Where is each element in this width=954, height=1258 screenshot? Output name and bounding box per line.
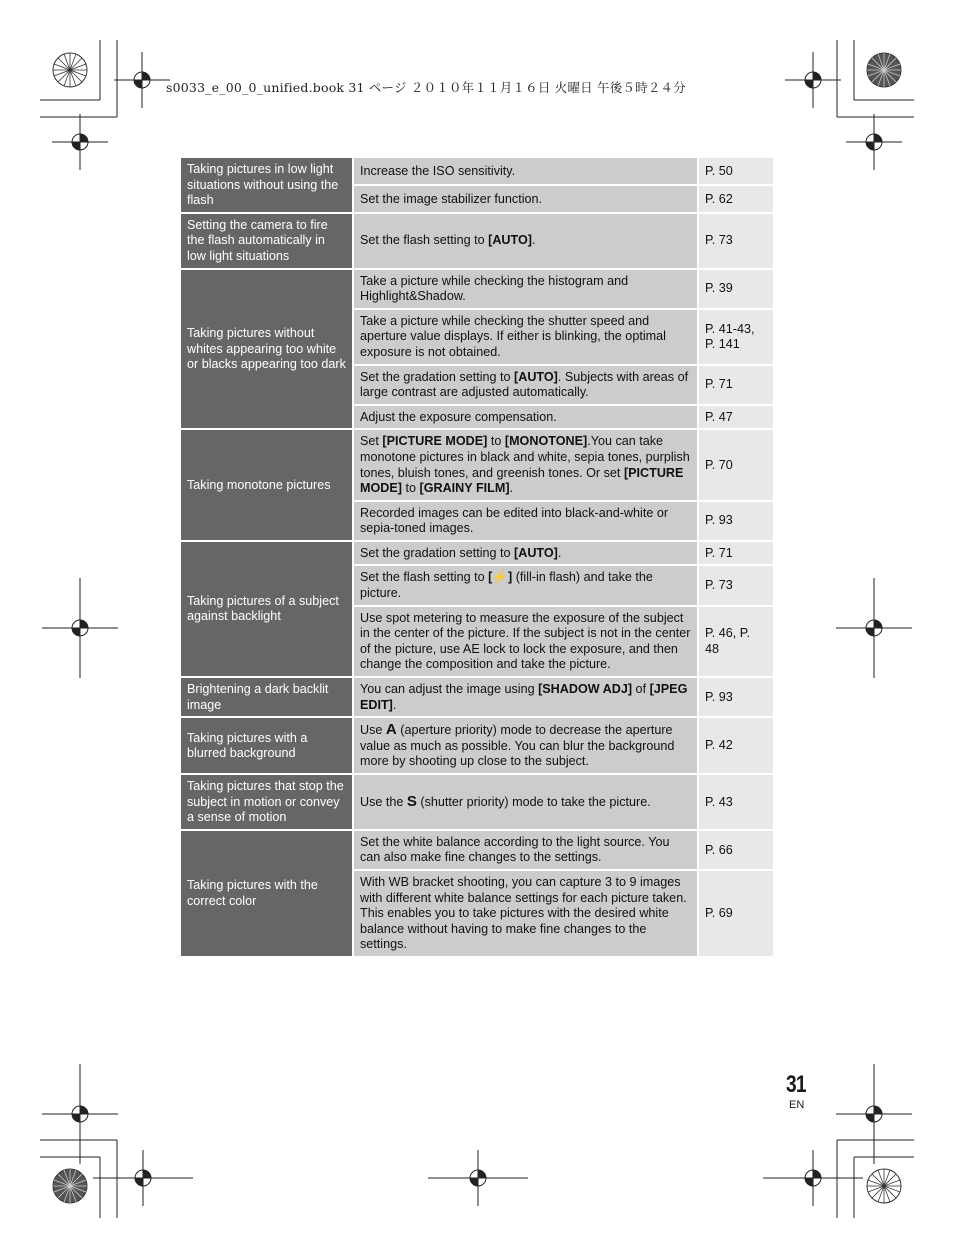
- category-cell: Taking pictures with a blurred background: [181, 717, 353, 774]
- table-row: [181, 541, 773, 566]
- description-cell: Use the S (shutter priority) mode to take the picture.: [353, 774, 698, 830]
- table-row: [181, 774, 773, 830]
- description-cell: Recorded images can be edited into black-and-white or sepia-toned images.: [353, 501, 698, 541]
- page-reference-cell: P. 71: [698, 365, 773, 405]
- page-reference-cell: P. 93: [698, 501, 773, 541]
- category-cell: Taking pictures in low light situations without using the flash: [181, 158, 353, 213]
- page-reference-cell: P. 93: [698, 677, 773, 717]
- category-cell: Taking pictures without whites appearing too white or blacks appearing too dark: [181, 269, 353, 430]
- page-reference-cell: P. 71: [698, 541, 773, 566]
- description-cell: Increase the ISO sensitivity.: [353, 158, 698, 185]
- shooting-tips-table: [181, 158, 773, 958]
- page-reference-cell: P. 50: [698, 158, 773, 185]
- description-cell: Set the white balance according to the light source. You can also make fine changes to the settings.: [353, 830, 698, 870]
- table-row: [181, 717, 773, 774]
- page-reference-cell: P. 47: [698, 405, 773, 430]
- crosshair-target-icon: [836, 1064, 912, 1164]
- print-header: s0033_e_00_0_unified.book 31 ページ ２０１０年１１月１６日 火曜日 午後５時２４分: [166, 80, 686, 95]
- crosshair-target-icon: [785, 52, 841, 108]
- page-reference-cell: P. 39: [698, 269, 773, 309]
- category-cell: Brightening a dark backlit image: [181, 677, 353, 717]
- crosshair-target-icon: [114, 52, 170, 108]
- crosshair-target-icon: [846, 114, 902, 170]
- category-cell: Taking pictures with the correct color: [181, 830, 353, 957]
- description-cell: Take a picture while checking the histogram and Highlight&Shadow.: [353, 269, 698, 309]
- page-reference-cell: P. 69: [698, 870, 773, 957]
- description-cell: Set the image stabilizer function.: [353, 185, 698, 213]
- registration-starburst-icon: [866, 1168, 902, 1204]
- page-reference-cell: P. 46, P. 48: [698, 606, 773, 677]
- description-cell: Set the flash setting to [⚡] (fill-in flash) and take the picture.: [353, 565, 698, 605]
- page-reference-cell: P. 70: [698, 429, 773, 500]
- category-cell: Setting the camera to fire the flash automatically in low light situations: [181, 213, 353, 269]
- category-cell: Taking monotone pictures: [181, 429, 353, 541]
- table-row: [181, 269, 773, 309]
- category-cell: Taking pictures of a subject against backlight: [181, 541, 353, 677]
- description-cell: Adjust the exposure compensation.: [353, 405, 698, 430]
- language-code: EN: [789, 1099, 805, 1111]
- description-cell: With WB bracket shooting, you can capture 3 to 9 images with different white balance settings for each picture taken. This enables you to take pictures with the desired white balance without having to make fine changes to the settings.: [353, 870, 698, 957]
- table-row: [181, 677, 773, 717]
- description-cell: Set the gradation setting to [AUTO]. Subjects with areas of large contrast are adjusted automatically.: [353, 365, 698, 405]
- description-cell: Take a picture while checking the shutter speed and aperture value displays. If either is blinking, the optimal exposure is not obtained.: [353, 309, 698, 365]
- description-cell: You can adjust the image using [SHADOW ADJ] of [JPEG EDIT].: [353, 677, 698, 717]
- page-reference-cell: P. 43: [698, 774, 773, 830]
- registration-starburst-icon: [52, 52, 88, 88]
- crosshair-target-icon: [42, 578, 118, 678]
- description-cell: Use A (aperture priority) mode to decrease the aperture value as much as possible. You can blur the background more by shooting up close to the subject.: [353, 717, 698, 774]
- crosshair-target-icon: [428, 1150, 528, 1206]
- page-reference-cell: P. 66: [698, 830, 773, 870]
- description-cell: Set the gradation setting to [AUTO].: [353, 541, 698, 566]
- description-cell: Set the flash setting to [AUTO].: [353, 213, 698, 269]
- table-row: [181, 429, 773, 500]
- description-cell: Use spot metering to measure the exposure of the subject in the center of the picture. If the subject is not in the center of the picture, use AE lock to lock the exposure, and then change the composition and take the picture.: [353, 606, 698, 677]
- registration-starburst-icon: [866, 52, 902, 88]
- registration-starburst-icon: [52, 1168, 88, 1204]
- crosshair-target-icon: [52, 114, 108, 170]
- page-reference-cell: P. 73: [698, 213, 773, 269]
- crosshair-target-icon: [93, 1150, 193, 1206]
- page-number: 31: [786, 1071, 806, 1098]
- table-row: [181, 830, 773, 870]
- crosshair-target-icon: [42, 1064, 118, 1164]
- page-reference-cell: P. 42: [698, 717, 773, 774]
- table-row: [181, 213, 773, 269]
- description-cell: Set [PICTURE MODE] to [MONOTONE].You can take monotone pictures in black and white, sepia tones, purplish tones, bluish tones, and greenish tones. Or set [PICTURE MODE] to [GRAINY FILM].: [353, 429, 698, 500]
- page-reference-cell: P. 41-43, P. 141: [698, 309, 773, 365]
- category-cell: Taking pictures that stop the subject in motion or convey a sense of motion: [181, 774, 353, 830]
- page-reference-cell: P. 62: [698, 185, 773, 213]
- page-reference-cell: P. 73: [698, 565, 773, 605]
- crosshair-target-icon: [836, 578, 912, 678]
- crosshair-target-icon: [763, 1150, 863, 1206]
- table-row: [181, 158, 773, 185]
